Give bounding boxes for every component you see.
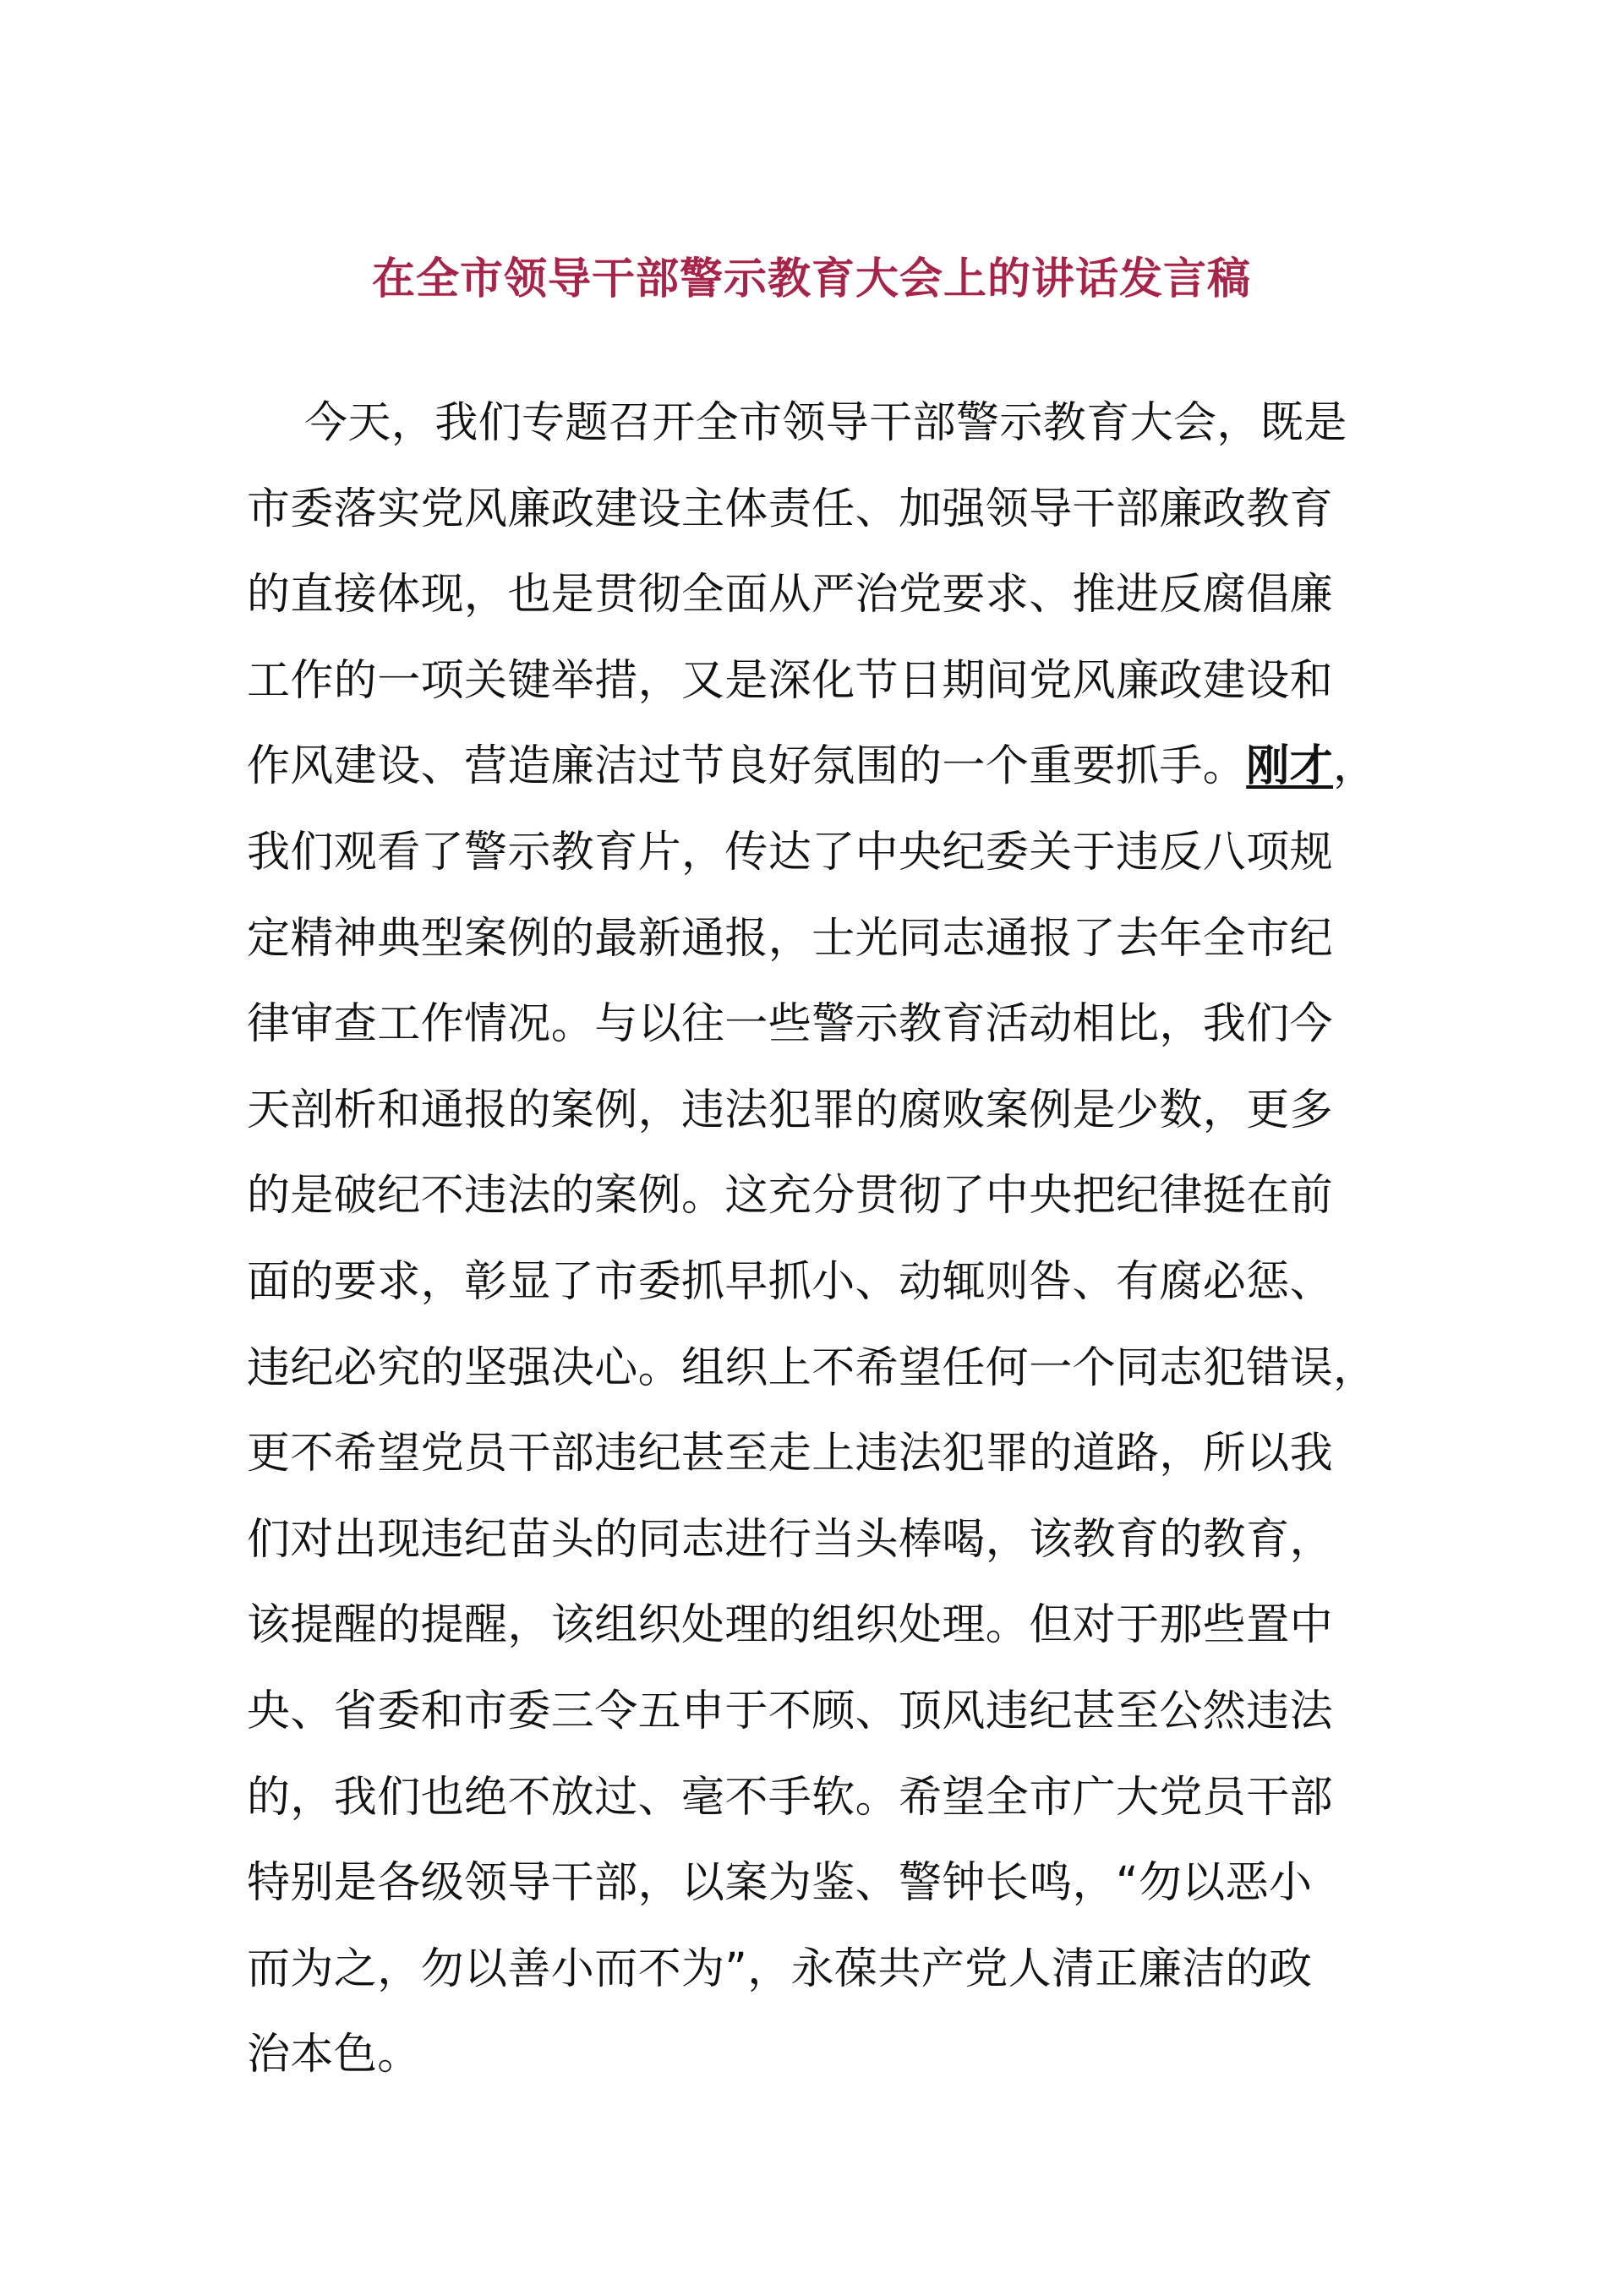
text-line: 我们观看了警示教育片，传达了中央纪委关于违反八项规: [247, 827, 1334, 877]
text-line: 违纪必究的坚强决心。组织上不希望任何一个同志犯错误，: [247, 1342, 1377, 1393]
text-line: 市委落实党风廉政建设主体责任、加强领导干部廉政教育: [247, 484, 1334, 534]
text-line: [247, 724, 1384, 810]
text-line: 的，我们也绝不放过、毫不手软。希望全市广大党员干部: [247, 1772, 1334, 1823]
text-line: 而为之，勿以善小而不为”，永葆共产党人清正廉洁的政: [247, 1943, 1313, 1994]
text-line: 央、省委和市委三令五申于不顾、顶风违纪甚至公然违法: [247, 1686, 1334, 1736]
text-segment: 作风建设、营造廉洁过节良好氛围的一个重要抓手。: [247, 741, 1247, 792]
document-title: 在全市领导干部警示教育大会上的讲话发言稿: [371, 254, 1251, 304]
text-line: 的是破纪不违法的案例。这充分贯彻了中央把纪律挺在前: [247, 1171, 1334, 1222]
speech-paragraph: [247, 380, 1384, 2098]
text-line: 天剖析和通报的案例，违法犯罪的腐败案例是少数，更多: [247, 1085, 1334, 1135]
text-line: 律审查工作情况。与以往一些警示教育活动相比，我们今: [247, 999, 1334, 1050]
text-line: 今天，我们专题召开全市领导干部警示教育大会，既是: [304, 398, 1347, 448]
text-line: 更不希望党员干部违纪甚至走上违法犯罪的道路，所以我: [247, 1429, 1334, 1479]
text-line: 治本色。: [247, 2030, 421, 2080]
text-line: 们对出现违纪苗头的同志进行当头棒喝，该教育的教育，: [247, 1514, 1334, 1565]
emphasized-text: 刚才: [1246, 741, 1334, 792]
text-line: 工作的一项关键举措，又是深化节日期间党风廉政建设和: [247, 655, 1334, 706]
text-line: 面的要求，彰显了市委抓早抓小、动辄则咎、有腐必惩、: [247, 1256, 1334, 1307]
text-line: 的直接体现，也是贯彻全面从严治党要求、推进反腐倡廉: [247, 570, 1334, 620]
text-line: 定精神典型案例的最新通报，士光同志通报了去年全市纪: [247, 913, 1334, 964]
text-line: 该提醒的提醒，该组织处理的组织处理。但对于那些置中: [247, 1600, 1334, 1651]
text-segment: ，: [1333, 741, 1377, 792]
text-line: 特别是各级领导干部，以案为鉴、警钟长鸣，“勿以恶小: [247, 1858, 1313, 1909]
